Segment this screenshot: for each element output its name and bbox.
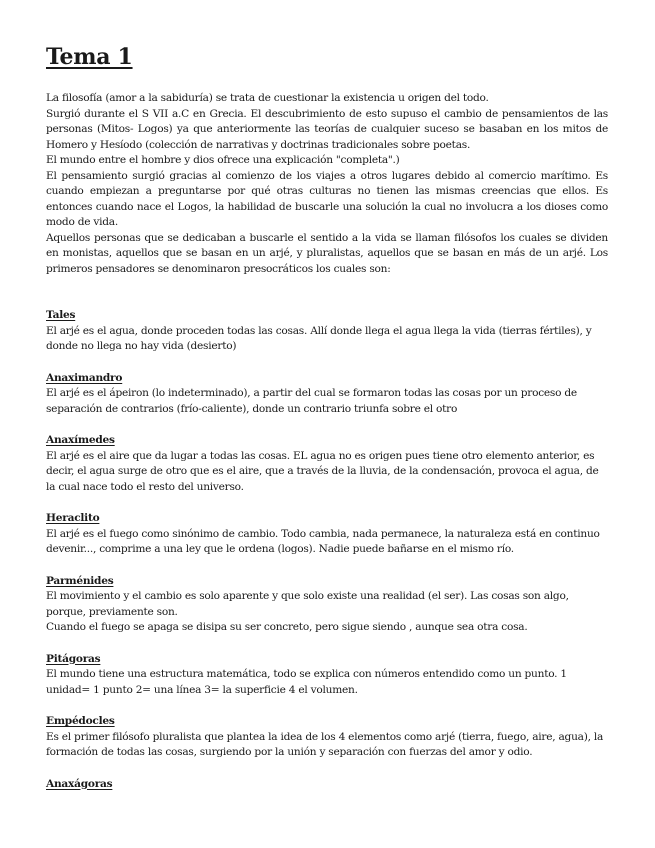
section-heading: Anaxímedes — [46, 434, 115, 446]
section-text: El arjé es el fuego como sinónimo de cambio. Todo cambia, nada permanece, la naturaleza está en continuo devenir..., comprime a una ley que le ordena (logos). Nadie puede bañarse en el mismo río. — [46, 527, 600, 555]
section-anaxagoras — [46, 777, 608, 793]
section-empedocles — [46, 714, 608, 761]
section-text: El arjé es el aire que da lugar a todas las cosas. EL agua no es origen pues tiene otro elemento anterior, es decir, el agua surge de otro que es el aire, que a través de la lluvia, de la condensación, provoca el agua, de la cual nace todo el resto del universo. — [46, 449, 599, 493]
section-text: El mundo tiene una estructura matemática, todo se explica con números entendido como un punto. 1 unidad= 1 punto 2= una línea 3= la superficie 4 el volumen. — [46, 668, 567, 696]
section-text: Es el primer filósofo pluralista que plantea la idea de los 4 elementos como arjé (tierra, fuego, aire, agua), la formación de todas las cosas, surgiendo por la unión y separación con fuerzas del amor y odio. — [46, 730, 604, 758]
section-heading: Anaxágoras — [46, 777, 113, 790]
section-heading: Pitágoras — [46, 652, 101, 665]
section-anaximedes — [46, 433, 608, 495]
section-text: El movimiento y el cambio es solo aparente y que solo existe una realidad (el ser). Las cosas son algo, porque, previamente son. — [46, 590, 569, 618]
section-tales — [46, 308, 608, 355]
page-title: Tema 1 — [46, 44, 133, 70]
intro-block — [46, 91, 608, 277]
section-heading: Tales — [46, 309, 76, 321]
section-parmenides — [46, 574, 608, 636]
intro-paragraph: El mundo entre el hombre y dios ofrece una explicación "completa".) — [46, 154, 400, 166]
intro-paragraph: Aquellos personas que se dedicaban a buscarle el sentido a la vida se llaman filósofos los cuales se dividen en monistas, aquellos que se basan en un arjé, y pluralistas, aquellos que se basan en más de un arjé. Los primeros pensadores se denominaron presocráticos los cuales son: — [46, 231, 608, 275]
section-heading: Empédocles — [46, 715, 115, 727]
section-heading: Heraclito — [46, 512, 100, 524]
section-text: El arjé es el ápeiron (lo indeterminado), a partir del cual se formaron todas las cosas por un proceso de separación de contrarios (frío-caliente), donde un contrario triunfa sobre el otro — [46, 387, 577, 415]
section-anaximandro — [46, 371, 608, 418]
section-pitagoras — [46, 652, 608, 699]
philosophers-list — [46, 308, 608, 808]
intro-paragraph: La filosofía (amor a la sabiduría) se trata de cuestionar la existencia u origen del todo. — [46, 92, 489, 104]
section-heading: Anaximandro — [46, 371, 123, 384]
intro-paragraph: El pensamiento surgió gracias al comienzo de los viajes a otros lugares debido al comercio marítimo. Es cuando empiezan a preguntarse por qué otras culturas no tienen las mismas creencias que ellos. Es entonces cuando nace el Logos, la habilidad de buscarle una solución la cual no involucra a los dioses como modo de vida. — [46, 169, 608, 228]
section-text: Cuando el fuego se apaga se disipa su ser concreto, pero sigue siendo , aunque sea otra cosa. — [46, 621, 528, 633]
intro-paragraph: Surgió durante el S VII a.C en Grecia. El descubrimiento de esto supuso el cambio de pensamientos de las personas (Mitos- Logos) ya que anteriormente las teorías de cualquier suceso se basaban en los mitos de Homero y Hesíodo (colección de narrativas y doctrinas tradicionales sobre poetas. — [46, 107, 608, 151]
section-heading: Parménides — [46, 574, 114, 587]
section-text: El arjé es el agua, donde proceden todas las cosas. Allí donde llega el agua llega la vida (tierras fértiles), y donde no llega no hay vida (desierto) — [46, 324, 592, 352]
section-heraclito — [46, 511, 608, 558]
